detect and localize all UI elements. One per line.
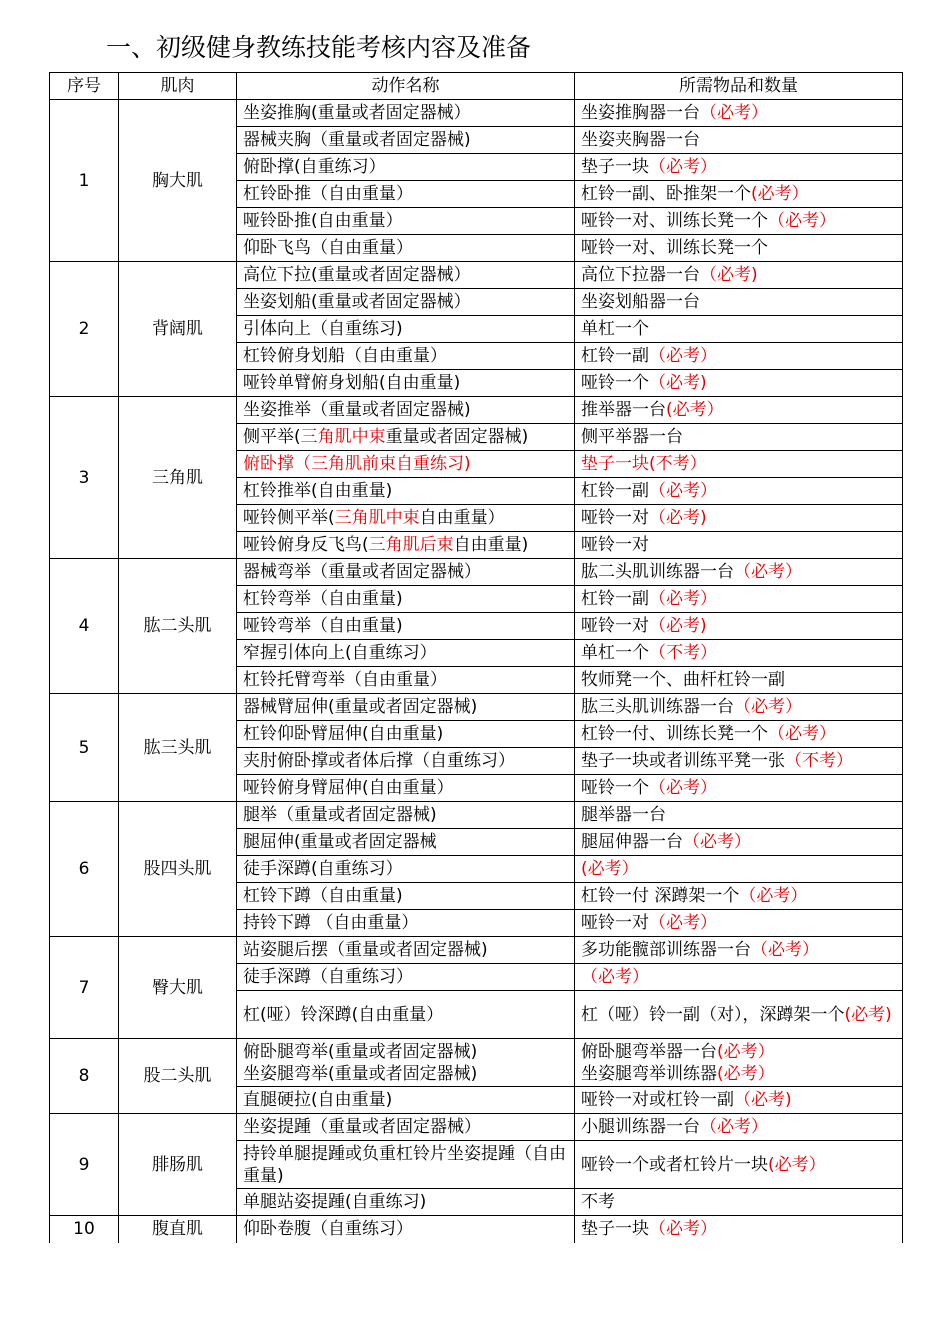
action-name (237, 721, 575, 748)
action-name (237, 478, 575, 505)
cell-text: 杠铃一副 (581, 589, 649, 609)
required-items (575, 1087, 903, 1114)
cell-text: （必考） (739, 886, 808, 906)
cell-text: （必考） (649, 1219, 717, 1240)
table-row (50, 262, 903, 289)
cell-text: 徒手深蹲（自重练习） (243, 967, 413, 987)
cell-text: (必考） (581, 859, 639, 879)
action-name (237, 586, 575, 613)
table-row (50, 1114, 903, 1141)
action-name (237, 1114, 575, 1141)
cell-text: 高位下拉(重量或者固定器械） (243, 265, 471, 285)
cell-text: 俯卧撑(自重练习） (243, 157, 386, 177)
required-items (575, 100, 903, 127)
action-name (237, 451, 575, 478)
action-name (237, 991, 575, 1039)
cell-text: （必考) (649, 616, 707, 636)
required-items (575, 586, 903, 613)
muscle-name: 肱三头肌 (119, 694, 237, 802)
cell-text: 多功能髋部训练器一台 (581, 940, 751, 960)
row-number: 2 (50, 262, 119, 397)
cell-text: 仰卧飞鸟（自由重量） (243, 238, 413, 258)
cell-text: 夹肘俯卧撑或者体后撑（自重练习） (243, 751, 515, 771)
muscle-name: 腹直肌 (119, 1216, 237, 1243)
cell-text: (必考） (717, 1041, 775, 1062)
cell-text: 坐姿腿弯举训练器 (581, 1063, 717, 1084)
required-items (575, 991, 903, 1039)
cell-text: 自由重量） (419, 508, 505, 528)
cell-text: （必考） (649, 157, 717, 177)
cell-text: （必考) (649, 508, 707, 528)
cell-text: 持铃下蹲 （自由重量） (243, 913, 419, 933)
row-number: 4 (50, 559, 119, 694)
required-items (575, 478, 903, 505)
required-items (575, 1114, 903, 1141)
cell-text: 肱二头肌训练器一台 (581, 562, 734, 582)
cell-text: 单杠一个 (581, 643, 649, 663)
required-items (575, 316, 903, 343)
action-name (237, 181, 575, 208)
required-items (575, 1039, 903, 1087)
action-name (237, 505, 575, 532)
required-items (575, 613, 903, 640)
row-number: 6 (50, 802, 119, 937)
table-row (50, 1216, 903, 1243)
action-name (237, 289, 575, 316)
required-items (575, 397, 903, 424)
cell-text: 哑铃单臂俯身划船(自由重量) (243, 373, 461, 393)
action-name (237, 154, 575, 181)
required-items (575, 937, 903, 964)
muscle-name: 胸大肌 (119, 100, 237, 262)
cell-text: （必考） (734, 562, 802, 582)
cell-text: 仰卧卷腹（自重练习） (243, 1219, 413, 1240)
action-name (237, 829, 575, 856)
cell-text: (必考） (717, 1063, 775, 1084)
cell-text: (必考） (751, 184, 809, 204)
action-name (237, 559, 575, 586)
table-row (50, 100, 903, 127)
row-number: 5 (50, 694, 119, 802)
cell-text: 高位下拉器一台 (581, 265, 700, 285)
cell-text: 杠(哑）铃深蹲(自由重量） (243, 1004, 444, 1025)
cell-text: 单杠一个 (581, 319, 649, 339)
cell-text: 直腿硬拉(自由重量) (243, 1090, 393, 1110)
header-num: 序号 (50, 73, 119, 100)
cell-text: 坐姿提踵（重量或者固定器械） (243, 1117, 481, 1137)
required-items (575, 154, 903, 181)
cell-text: 腿举器一台 (581, 805, 666, 825)
cell-text: 坐姿划船器一台 (581, 292, 700, 312)
required-items (575, 1189, 903, 1216)
required-items (575, 127, 903, 154)
action-name (237, 235, 575, 262)
cell-text: 杠铃一付 深蹲架一个 (581, 886, 740, 906)
required-items (575, 532, 903, 559)
cell-text: 杠铃卧推（自由重量） (243, 184, 413, 204)
required-items (575, 559, 903, 586)
cell-text: 自由重量) (453, 535, 529, 555)
action-name (237, 640, 575, 667)
header-items: 所需物品和数量 (575, 73, 903, 100)
cell-text: 杠铃托臂弯举（自由重量） (243, 670, 447, 690)
action-name (237, 694, 575, 721)
required-items (575, 694, 903, 721)
required-items (575, 748, 903, 775)
required-items (575, 667, 903, 694)
cell-text: 哑铃一对或杠铃一副 (581, 1090, 734, 1110)
action-name (237, 1189, 575, 1216)
cell-text: 杠铃仰卧臂屈伸(自由重量) (243, 724, 444, 744)
cell-text: 哑铃弯举（自由重量) (243, 616, 403, 636)
row-number: 3 (50, 397, 119, 559)
cell-text: 腿屈伸(重量或者固定器械 (243, 832, 437, 852)
cell-text: 器械弯举（重量或者固定器械） (243, 562, 481, 582)
cell-text: 杠铃一副、卧推架一个 (581, 184, 751, 204)
cell-text: 重量或者固定器械) (385, 427, 529, 447)
action-name (237, 937, 575, 964)
cell-text: （必考） (700, 1117, 768, 1137)
cell-text: 不考 (581, 1192, 615, 1212)
exam-table (49, 72, 903, 1243)
cell-text: 坐姿夹胸器一台 (581, 130, 700, 150)
cell-text: 徒手深蹲(自重练习） (243, 859, 403, 879)
cell-text: （必考） (734, 697, 802, 717)
action-name (237, 856, 575, 883)
action-name (237, 262, 575, 289)
required-items (575, 802, 903, 829)
cell-text: 单腿站姿提踵(自重练习) (243, 1192, 427, 1212)
cell-text: （必考） (649, 913, 717, 933)
cell-text: 杠铃一副 (581, 481, 649, 501)
required-items (575, 721, 903, 748)
cell-text: 垫子一块(不考） (581, 454, 707, 474)
cell-text: 哑铃一对、训练长凳一个 (581, 238, 768, 258)
muscle-name: 臀大肌 (119, 937, 237, 1039)
cell-text: （必考） (649, 481, 717, 501)
required-items (575, 505, 903, 532)
required-items (575, 1216, 903, 1243)
cell-text: 窄握引体向上(自重练习） (243, 643, 437, 663)
table-row (50, 694, 903, 721)
cell-text: 哑铃一对、训练长凳一个 (581, 211, 768, 231)
row-number: 7 (50, 937, 119, 1039)
cell-text: 垫子一块 (581, 1219, 649, 1240)
row-number: 1 (50, 100, 119, 262)
required-items (575, 262, 903, 289)
action-name (237, 748, 575, 775)
muscle-name: 股二头肌 (119, 1039, 237, 1114)
cell-text: 推举器一台 (581, 400, 666, 420)
table-row (50, 559, 903, 586)
cell-text: 器械臂屈伸(重量或者固定器械) (243, 697, 478, 717)
required-items (575, 910, 903, 937)
cell-text: 牧师凳一个、曲杆杠铃一副 (581, 670, 785, 690)
cell-text: 坐姿推举（重量或者固定器械) (243, 400, 471, 420)
required-items (575, 181, 903, 208)
cell-text: 哑铃一对 (581, 616, 649, 636)
cell-text: 侧平举( (243, 427, 301, 447)
cell-text: （必考) (734, 1090, 792, 1110)
cell-text: 三角肌中束 (300, 427, 386, 447)
cell-text: 哑铃一个或者杠铃片一块 (581, 1154, 768, 1175)
row-number: 9 (50, 1114, 119, 1216)
cell-text: （必考） (768, 724, 836, 744)
cell-text: 杠铃一副 (581, 346, 649, 366)
action-name (237, 100, 575, 127)
cell-text: 杠铃俯身划船（自由重量） (243, 346, 447, 366)
cell-text: 坐姿划船(重量或者固定器械） (243, 292, 471, 312)
cell-text: （必考) (649, 373, 707, 393)
cell-text: 三角肌后束 (368, 535, 454, 555)
action-name (237, 532, 575, 559)
table-row (50, 1039, 903, 1087)
cell-text: 腿举（重量或者固定器械) (243, 805, 437, 825)
cell-text: （必考） (768, 211, 836, 231)
required-items (575, 235, 903, 262)
action-name (237, 910, 575, 937)
cell-text: 坐姿推胸(重量或者固定器械） (243, 103, 471, 123)
cell-text: 哑铃一对 (581, 535, 649, 555)
action-name (237, 208, 575, 235)
cell-text: （必考） (649, 778, 717, 798)
action-name (237, 316, 575, 343)
action-name (237, 775, 575, 802)
muscle-name: 腓肠肌 (119, 1114, 237, 1216)
muscle-name: 背阔肌 (119, 262, 237, 397)
cell-text: 腿屈伸器一台 (581, 832, 683, 852)
required-items (575, 208, 903, 235)
action-name (237, 964, 575, 991)
action-name (237, 1087, 575, 1114)
header-action: 动作名称 (237, 73, 575, 100)
cell-text: （必考） (683, 832, 751, 852)
header-row (50, 73, 903, 100)
required-items (575, 775, 903, 802)
required-items (575, 1141, 903, 1189)
cell-text: 杠铃弯举（自由重量) (243, 589, 403, 609)
cell-text: 三角肌中束 (334, 508, 420, 528)
cell-text: （不考） (649, 643, 717, 663)
action-name (237, 424, 575, 451)
cell-text: （必考） (751, 940, 819, 960)
cell-text: （必考) (700, 265, 758, 285)
cell-text: 站姿腿后摆（重量或者固定器械) (243, 940, 488, 960)
cell-text: (必考) (844, 1004, 892, 1025)
required-items (575, 451, 903, 478)
required-items (575, 424, 903, 451)
header-muscle: 肌肉 (119, 73, 237, 100)
cell-text: 持铃单腿提踵或负重杠铃片坐姿提踵（自由重量) (243, 1143, 566, 1186)
cell-text: （必考） (700, 103, 768, 123)
action-name (237, 127, 575, 154)
action-name (237, 883, 575, 910)
cell-text: 哑铃一个 (581, 373, 649, 393)
cell-text: 垫子一块或者训练平凳一张 (581, 751, 785, 771)
table-row (50, 802, 903, 829)
cell-text: 肱三头肌训练器一台 (581, 697, 734, 717)
muscle-name: 股四头肌 (119, 802, 237, 937)
cell-text: 杠铃一付、训练长凳一个 (581, 724, 768, 744)
cell-text: （不考） (785, 751, 853, 771)
cell-text: 哑铃一对 (581, 508, 649, 528)
cell-text: 坐姿腿弯举(重量或者固定器械) (243, 1063, 478, 1084)
action-name (237, 1039, 575, 1087)
table-row (50, 937, 903, 964)
cell-text: 器械夹胸（重量或者固定器械) (243, 130, 471, 150)
required-items (575, 370, 903, 397)
required-items (575, 640, 903, 667)
required-items (575, 856, 903, 883)
action-name (237, 343, 575, 370)
cell-text: 杠（哑）铃一副（对），深蹲架一个 (581, 1004, 845, 1025)
action-name (237, 613, 575, 640)
action-name (237, 667, 575, 694)
cell-text: 俯卧撑（三角肌前束自重练习) (243, 454, 471, 474)
cell-text: (必考） (768, 1154, 826, 1175)
action-name (237, 1141, 575, 1189)
muscle-name: 肱二头肌 (119, 559, 237, 694)
row-number: 10 (50, 1216, 119, 1243)
required-items (575, 883, 903, 910)
cell-text: （必考） (649, 589, 717, 609)
table-row (50, 397, 903, 424)
cell-text: 俯卧腿弯举器一台 (581, 1041, 717, 1062)
cell-text: 引体向上（自重练习) (243, 319, 403, 339)
cell-text: 哑铃俯身反飞鸟( (243, 535, 369, 555)
cell-text: 哑铃一个 (581, 778, 649, 798)
action-name (237, 370, 575, 397)
action-name (237, 802, 575, 829)
action-name (237, 397, 575, 424)
required-items (575, 289, 903, 316)
cell-text: 杠铃下蹲（自由重量) (243, 886, 403, 906)
cell-text: （必考） (649, 346, 717, 366)
cell-text: 哑铃一对 (581, 913, 649, 933)
required-items (575, 343, 903, 370)
cell-text: 哑铃俯身臂屈伸(自由重量） (243, 778, 454, 798)
cell-text: 垫子一块 (581, 157, 649, 177)
required-items (575, 964, 903, 991)
cell-text: 坐姿推胸器一台 (581, 103, 700, 123)
cell-text: 杠铃推举(自由重量) (243, 481, 393, 501)
cell-text: 小腿训练器一台 (581, 1117, 700, 1137)
table-body (50, 100, 903, 1243)
muscle-name: 三角肌 (119, 397, 237, 559)
cell-text: 哑铃卧推(自由重量） (243, 211, 403, 231)
cell-text: 哑铃侧平举( (243, 508, 335, 528)
cell-text: 侧平举器一台 (581, 427, 683, 447)
row-number: 8 (50, 1039, 119, 1114)
page-title: 一、初级健身教练技能考核内容及准备 (106, 33, 532, 62)
cell-text: (必考） (666, 400, 724, 420)
cell-text: （必考） (581, 967, 649, 987)
required-items (575, 829, 903, 856)
cell-text: 俯卧腿弯举(重量或者固定器械) (243, 1041, 478, 1062)
action-name (237, 1216, 575, 1243)
